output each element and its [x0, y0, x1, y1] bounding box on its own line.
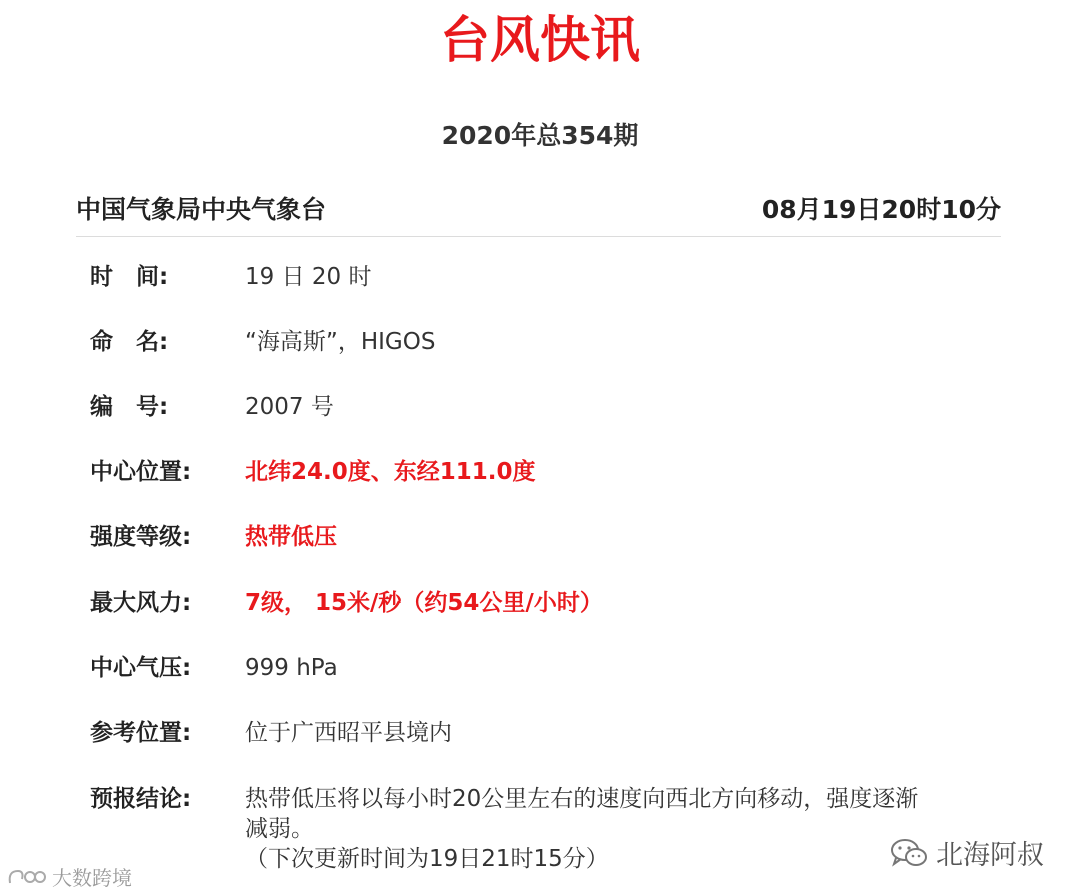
field-label: 命 名:	[90, 329, 169, 355]
divider	[76, 236, 1001, 237]
field-label: 预报结论:	[90, 786, 192, 812]
forecast-line: 减弱。	[245, 816, 314, 842]
issue-number: 2020年总354期	[441, 121, 639, 150]
field-row-time	[90, 262, 990, 292]
source-agency: 中国气象局中央气象台	[76, 195, 327, 224]
field-value: 北纬24.0度、东经111.0度	[245, 459, 536, 485]
field-value: 999 hPa	[245, 655, 338, 681]
field-value: 热带低压	[245, 524, 337, 550]
wechat-icon	[890, 838, 928, 868]
wechat-watermark	[890, 833, 1044, 872]
field-row-number	[90, 392, 990, 422]
field-row-forecast	[90, 784, 990, 874]
field-value: “海高斯”，HIGOS	[245, 329, 436, 355]
field-label: 中心位置:	[90, 459, 192, 485]
field-row-center-pressure	[90, 653, 990, 683]
field-value: 19 日 20 时	[245, 264, 372, 290]
forecast-text	[245, 784, 990, 874]
brand-logo-icon	[6, 865, 46, 889]
page-title: 台风快讯	[440, 11, 640, 69]
field-label: 强度等级:	[90, 524, 192, 550]
header-row	[76, 188, 1001, 228]
field-label: 参考位置:	[90, 720, 192, 746]
field-row-center-position	[90, 457, 990, 487]
field-label: 编 号:	[90, 394, 169, 420]
field-row-intensity	[90, 522, 990, 552]
forecast-line: 热带低压将以每小时20公里左右的速度向西北方向移动，强度逐渐	[245, 786, 919, 812]
field-label: 时 间:	[90, 264, 169, 290]
field-row-max-wind	[90, 588, 990, 618]
field-row-reference-position	[90, 718, 990, 748]
watermark-text: 大数跨境	[52, 866, 132, 890]
watermark-text: 北海阿叔	[936, 840, 1044, 871]
field-value: 位于广西昭平县境内	[245, 720, 452, 746]
field-value: 2007 号	[245, 394, 334, 420]
field-label: 最大风力:	[90, 590, 192, 616]
publish-datetime: 08月19日20时10分	[761, 195, 1001, 224]
field-label: 中心气压:	[90, 655, 192, 681]
next-update-note: （下次更新时间为19日21时15分）	[245, 846, 609, 872]
field-value: 7级， 15米/秒（约54公里/小时）	[245, 590, 603, 616]
field-row-name	[90, 327, 990, 357]
brand-watermark	[6, 862, 132, 891]
